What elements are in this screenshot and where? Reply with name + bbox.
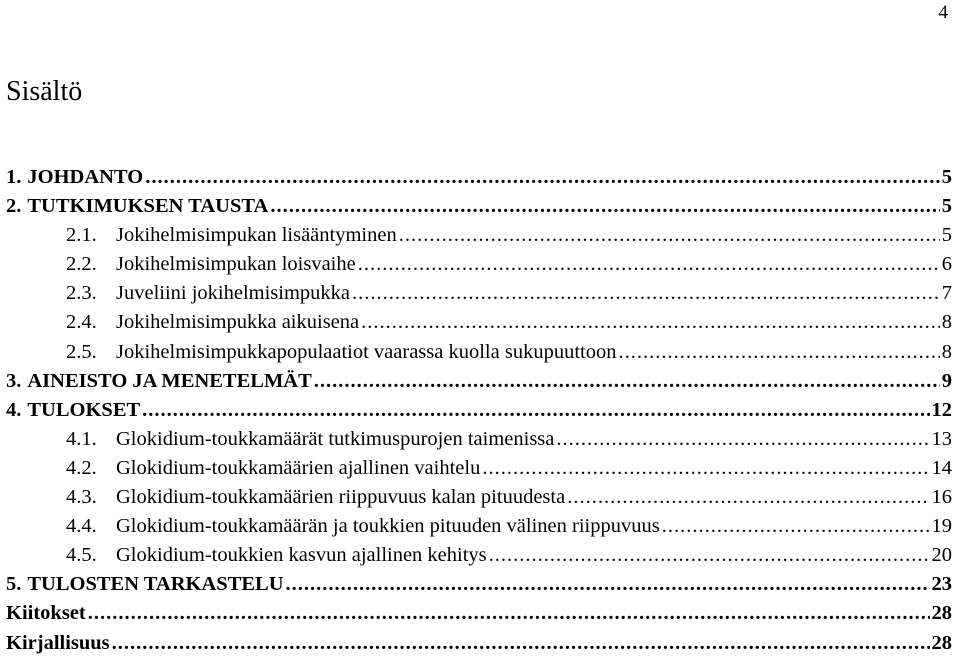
toc-entry[interactable]: [6, 341, 952, 370]
toc-entry[interactable]: [6, 166, 952, 195]
toc-entry[interactable]: [6, 399, 952, 428]
toc-entry-page: 12: [931, 398, 952, 421]
toc-entry-number: 4.2.: [66, 456, 97, 479]
toc-entry-page: 7: [941, 282, 952, 305]
toc-entry[interactable]: [6, 282, 952, 311]
toc-entry-number: 2.3.: [66, 282, 97, 305]
dot-leader: [556, 428, 929, 451]
toc-entry[interactable]: [6, 253, 952, 282]
toc-entry[interactable]: [6, 573, 952, 602]
toc-entry-page: 28: [931, 631, 952, 654]
dot-leader: [270, 195, 939, 218]
toc-entry-label: Glokidium-toukkamäärät tutkimuspurojen taimenissa: [116, 427, 555, 450]
toc-entry-number: 2.2.: [66, 253, 97, 276]
toc-entry[interactable]: [6, 486, 952, 515]
toc-entry-page: 5: [941, 166, 952, 188]
toc-entry-number: 4.3.: [66, 486, 97, 509]
toc-entry-page: 9: [941, 369, 952, 392]
toc-entry[interactable]: [6, 457, 952, 486]
toc-entry[interactable]: [6, 544, 952, 573]
dot-leader: [358, 253, 940, 276]
page-title: Sisältö: [6, 76, 83, 107]
toc-entry[interactable]: [6, 632, 952, 661]
toc-entry-number: 4.4.: [66, 515, 97, 538]
toc-entry-number: 2.5.: [66, 340, 97, 363]
toc-entry-label: Glokidium-toukkien kasvun ajallinen kehitys: [116, 544, 487, 567]
toc-entry-number: 2.: [6, 195, 22, 218]
toc-entry-number: 3.: [6, 369, 22, 392]
toc-entry[interactable]: [6, 195, 952, 224]
toc-entry-page: 16: [931, 486, 952, 509]
toc-entry-label: Kiitokset: [6, 602, 86, 625]
dot-leader: [314, 370, 940, 393]
dot-leader: [286, 573, 930, 596]
toc-entry[interactable]: [6, 515, 952, 544]
toc-entry[interactable]: [6, 602, 952, 631]
dot-leader: [482, 457, 929, 480]
toc-entry[interactable]: [6, 224, 952, 253]
toc-entry-page: 14: [931, 456, 952, 479]
toc-entry-label: JOHDANTO: [27, 166, 144, 188]
toc-entry-number: 1.: [6, 166, 22, 188]
toc-entry[interactable]: [6, 311, 952, 340]
toc-entry-number: 5.: [6, 573, 22, 596]
dot-leader: [489, 544, 930, 567]
toc-entry-page: 20: [931, 544, 952, 567]
toc-entry-number: 2.4.: [66, 311, 97, 334]
toc-entry-label: TULOKSET: [27, 398, 141, 421]
toc-entry-page: 23: [931, 573, 952, 596]
dot-leader: [361, 311, 940, 334]
toc-entry-page: 8: [941, 340, 952, 363]
toc-entry-page: 28: [931, 602, 952, 625]
dot-leader: [112, 632, 930, 655]
toc-entry-label: Jokihelmisimpukkapopulaatiot vaarassa kuolla sukupuuttoon: [116, 340, 617, 363]
toc-entry-number: 4.: [6, 398, 22, 421]
dot-leader: [145, 166, 940, 189]
toc-entry-label: Glokidium-toukkamäärien riippuvuus kalan pituudesta: [116, 486, 566, 509]
toc-entry-page: 13: [931, 427, 952, 450]
toc-entry-number: 4.5.: [66, 544, 97, 567]
dot-leader: [618, 341, 939, 364]
toc-entry-label: TULOSTEN TARKASTELU: [27, 573, 284, 596]
toc-entry-page: 6: [941, 253, 952, 276]
toc-entry-label: Jokihelmisimpukka aikuisena: [116, 311, 360, 334]
toc-entry-label: TUTKIMUKSEN TAUSTA: [27, 195, 269, 218]
toc-entry-label: Jokihelmisimpukan lisääntyminen: [116, 224, 397, 247]
toc-entry-label: AINEISTO JA MENETELMÄT: [27, 369, 312, 392]
toc-entry-label: Juveliini jokihelmisimpukka: [116, 282, 351, 305]
toc-entry[interactable]: [6, 428, 952, 457]
toc-entry-label: Jokihelmisimpukan loisvaihe: [116, 253, 356, 276]
toc-entry-label: Kirjallisuus: [6, 631, 110, 654]
toc-entry-page: 19: [931, 515, 952, 538]
toc-entry[interactable]: [6, 370, 952, 399]
table-of-contents: [6, 166, 952, 661]
toc-entry-number: 2.1.: [66, 224, 97, 247]
dot-leader: [88, 602, 930, 625]
toc-entry-number: 4.1.: [66, 427, 97, 450]
toc-entry-page: 8: [941, 311, 952, 334]
dot-leader: [352, 282, 940, 305]
page-number: 4: [938, 2, 948, 23]
dot-leader: [662, 515, 930, 538]
dot-leader: [567, 486, 929, 509]
dot-leader: [399, 224, 940, 247]
toc-entry-label: Glokidium-toukkamäärien ajallinen vaihtelu: [116, 456, 481, 479]
toc-entry-label: Glokidium-toukkamäärän ja toukkien pituuden välinen riippuvuus: [116, 515, 660, 538]
toc-entry-page: 5: [941, 195, 952, 218]
toc-entry-page: 5: [941, 224, 952, 247]
dot-leader: [142, 399, 929, 422]
